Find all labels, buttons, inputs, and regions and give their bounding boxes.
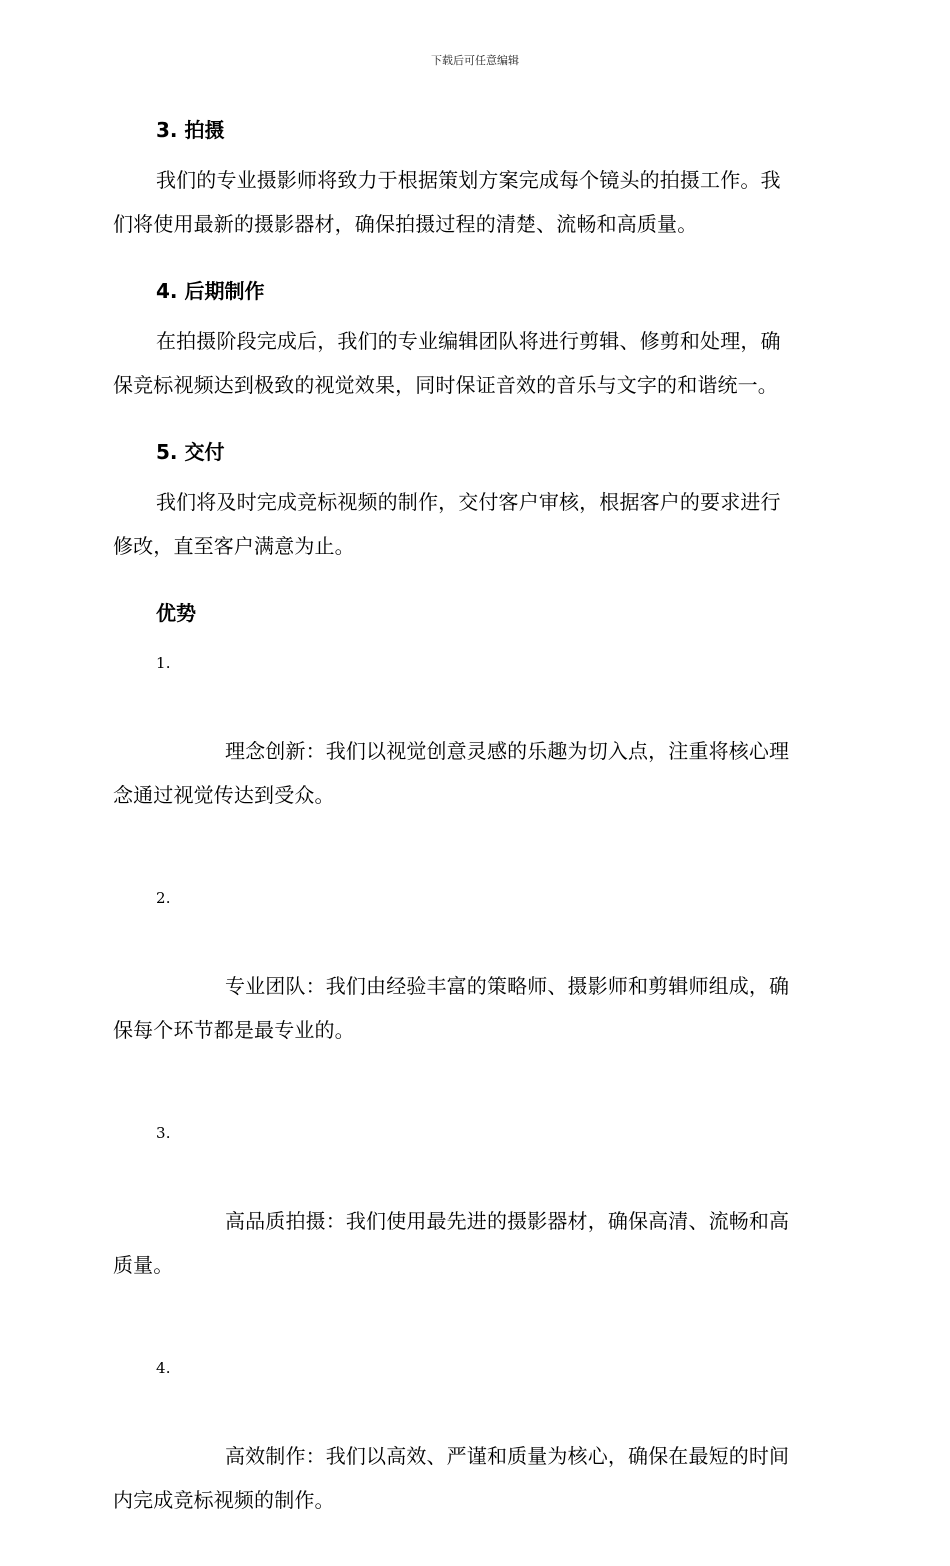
advantage-number: 3. <box>156 1124 171 1142</box>
advantage-text: 理念创新：我们以视觉创意灵感的乐趣为切入点，注重将核心理 念通过视觉传达到受众。 <box>113 739 790 807</box>
advantage-number: 2. <box>156 889 171 907</box>
advantage-item-1 <box>113 641 837 861</box>
advantage-item-3 <box>113 1111 837 1331</box>
advantage-number: 4. <box>156 1359 171 1377</box>
document-body <box>113 112 837 1566</box>
advantage-text: 专业团队：我们由经验丰富的策略师、摄影师和剪辑师组成，确 保每个环节都是最专业的。 <box>113 974 790 1042</box>
section-paragraph-post-production: 在拍摄阶段完成后，我们的专业编辑团队将进行剪辑、修剪和处理，确 保竞标视频达到极致的视觉效果，同时保证音效的音乐与文字的和谐统一。 <box>113 329 781 397</box>
advantage-text: 高效制作：我们以高效、严谨和质量为核心，确保在最短的时间 内完成竞标视频的制作。 <box>113 1444 790 1512</box>
advantage-item-2 <box>113 876 837 1096</box>
page-header: 下载后可任意编辑 <box>431 54 519 67</box>
section-heading-delivery: 5. 交付 <box>156 440 225 464</box>
section-paragraph-delivery: 我们将及时完成竞标视频的制作，交付客户审核，根据客户的要求进行 修改，直至客户满意为止。 <box>113 490 781 558</box>
advantages-heading: 优势 <box>156 601 196 625</box>
section-heading-shooting: 3. 拍摄 <box>156 118 225 142</box>
section-heading-post-production: 4. 后期制作 <box>156 279 265 303</box>
advantage-item-4 <box>113 1346 837 1566</box>
advantage-number: 1. <box>156 654 171 672</box>
section-paragraph-shooting: 我们的专业摄影师将致力于根据策划方案完成每个镜头的拍摄工作。我 们将使用最新的摄影器材，确保拍摄过程的清楚、流畅和高质量。 <box>113 168 781 236</box>
advantage-text: 高品质拍摄：我们使用最先进的摄影器材，确保高清、流畅和高 质量。 <box>113 1209 790 1277</box>
